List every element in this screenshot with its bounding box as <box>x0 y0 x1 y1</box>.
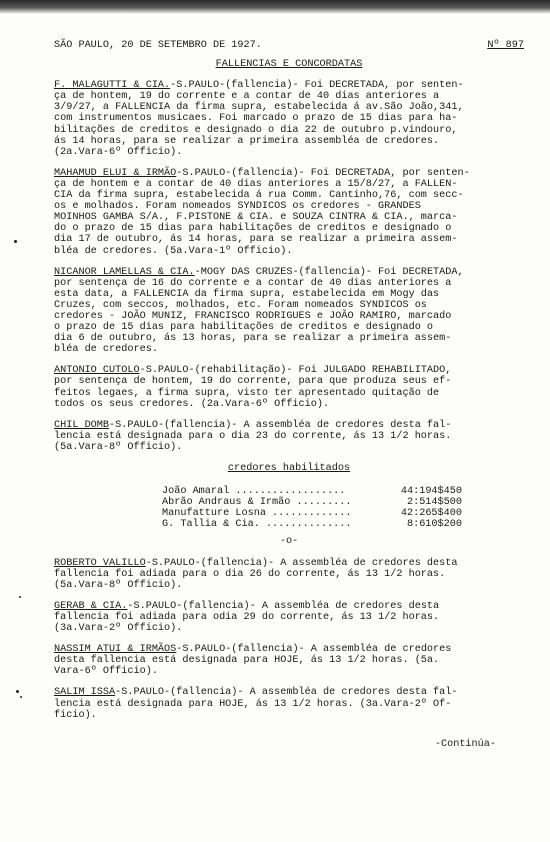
entry-name: GERAB & CIA. <box>54 600 128 612</box>
entry-line <box>54 687 524 698</box>
entry-line: Vara-6º Officio). <box>54 666 158 678</box>
entry-line: dia 6 de outubro, ás 13 horas, para se realizar a primeira assem- <box>54 333 452 345</box>
entry-line: fallencia foi adiada para odia 29 do corrente, ás 13 1/2 horas. <box>54 611 440 623</box>
entry-line <box>54 601 524 612</box>
entry-line: lencia está designada para HOJE, ás 13 1/2 horas. (3a.Vara-2º Of- <box>54 698 452 710</box>
creditor-name: Abrão Andraus & Irmão ......... <box>162 497 352 509</box>
entry-name: CHIL DOMB <box>54 419 110 431</box>
entry-name: ANTONIO CUTOLO <box>54 365 140 377</box>
entry <box>54 687 524 720</box>
entry-line: (5a.Vara-8º Officio). <box>54 579 183 591</box>
section-title: FALLENCIAS E CONCORDATAS <box>215 59 363 71</box>
scan-speck <box>20 696 22 698</box>
entry-text: -S.PAULO-(fallencia)- A assembléa de credores <box>176 644 452 656</box>
separator: -o- <box>279 536 299 548</box>
entry-line <box>54 80 524 91</box>
entries-list-after <box>54 558 524 721</box>
entry-name: SALIM ISSA <box>54 687 116 699</box>
entry <box>54 420 524 453</box>
entry-name: NASSIM ATUI & IRMÃOS <box>54 644 177 656</box>
entry-line <box>54 644 524 655</box>
document-page <box>54 40 524 750</box>
entry-line: credores - JOÃO MUNIZ, FRANCISCO RODRIGUES e JOÃO RAMIRO, marcado <box>54 310 452 322</box>
entry-line: ás 14 horas, para se realizar a primeira assembléa de credores. <box>54 135 440 147</box>
entry-text: -S.PAULO-(fallencia)- A assembléa de credores desta fal- <box>115 687 458 699</box>
scan-speck <box>16 690 19 693</box>
creditor-name: Manufatture Losna ............. <box>162 508 352 520</box>
creditors-title: credores habilitados <box>227 463 351 474</box>
continua-note: -Continúa- <box>434 738 496 750</box>
creditor-name: G. Tallia & Cia. .............. <box>162 519 352 531</box>
entry-line: lencia está designada para o dia 23 do corrente, ás 13 1/2 horas. <box>54 430 452 442</box>
entry-text: -S.PAULO-(fallencia)- Foi DECRETADA, por senten- <box>170 80 464 92</box>
bulletin-number: Nº 897 <box>487 40 524 51</box>
entry <box>54 558 524 591</box>
entry-line <box>54 420 524 431</box>
creditor-row <box>162 519 462 530</box>
entry-line: todos os seus credores. (2a.Vara-6º Officio). <box>54 398 330 410</box>
entry-line: bilitações de creditos e designado o dia 22 de outubro p.vindouro, <box>54 124 458 136</box>
creditor-row <box>162 486 462 497</box>
entry-text: -S.PAULO-(rehabilitação)- Foi JULGADO REHABILITADO, <box>139 365 452 377</box>
creditor-row <box>162 497 462 508</box>
entry-line <box>54 558 524 569</box>
entry-line <box>54 365 524 376</box>
entry-line: esta data, a FALLENCIA da firma supra, estabelecida em Mogy das <box>54 288 440 300</box>
entry-line: fallencia foi adiada para o dia 26 do corrente, ás 13 1/2 horas. <box>54 568 446 580</box>
document-header <box>54 40 524 51</box>
entry-line: ficio). <box>54 709 97 721</box>
entry <box>54 644 524 677</box>
entry-line: Cruzes, com seccos, molhados, etc. Foram nomeados SYNDICOS os <box>54 299 427 311</box>
entry-line: MOINHOS GAMBA S/A., F.PISTONE & CIA. e SOUZA CINTRA & CIA., marca- <box>54 212 458 224</box>
entry-line: (5a.Vara-8º Officio). <box>54 441 183 453</box>
entry <box>54 601 524 634</box>
entry-text: -S.PAULO-(fallencia)- A assembléa de credores desta <box>127 600 440 612</box>
dateline: SÃO PAULO, 20 DE SETEMBRO DE 1927. <box>54 40 262 51</box>
creditor-amount: 42:265$400 <box>400 508 462 520</box>
creditors-table <box>162 486 462 530</box>
entries-list <box>54 80 524 453</box>
entry-line: CIA da firma supra, estabelecida á rua Comm. Cantinho,76, com secc- <box>54 190 464 202</box>
entry-line: desta fallencia está designada para HOJE, ás 13 1/2 horas. (5a. <box>54 655 440 667</box>
scan-top-edge <box>0 0 550 14</box>
entry-line: dia 17 de outubro, ás 14 horas, para se realizar a primeira assem- <box>54 234 458 246</box>
entry-line: o prazo de 15 dias para habilitações de creditos e designado o <box>54 322 434 334</box>
entry-text: -MOGY DAS CRUZES-(fallencia)- Foi DECRETADA, <box>194 266 464 278</box>
entry-name: NICANOR LAMELLAS & CIA. <box>54 266 195 278</box>
entry-name: MAHAMUD ELUI & IRMÃO <box>54 167 177 179</box>
entry-line <box>54 267 524 278</box>
entry-line: do o prazo de 15 dias para habilitações de creditos e designado o <box>54 223 452 235</box>
entry-line: ça de hontem, 19 do corrente e a contar de 40 dias anteriores a <box>54 91 440 103</box>
entry-text: -S.PAULO-(fallencia)- A assembléa de credores desta <box>145 557 458 569</box>
entry-text: -S.PAULO-(fallencia)- Foi DECRETADA, por senten- <box>176 167 470 179</box>
entry-line <box>54 168 524 179</box>
creditor-amount: 2:514$500 <box>406 497 462 509</box>
entry-name: F. MALAGUTTI & CIA. <box>54 80 171 92</box>
entry-line: 3/9/27, a FALLENCIA da firma supra, estabelecida á av.São João,341, <box>54 102 464 114</box>
entry <box>54 365 524 409</box>
entry-line: ça de hontem e a contar de 40 dias anteriores a 15/8/27, a FALLEN- <box>54 178 458 190</box>
entry-name: ROBERTO VALILLO <box>54 557 146 569</box>
entry-line: (3a.Vara-2º Officio). <box>54 623 183 635</box>
creditor-row <box>162 508 462 519</box>
entry <box>54 80 524 158</box>
scan-speck <box>14 240 17 243</box>
entry <box>54 267 524 356</box>
entry-line: feitos legaes, a firma supra, visto ter apresentado quitação de <box>54 387 440 399</box>
creditor-amount: 44:194$450 <box>400 486 462 498</box>
entry-line: bléa de credores. (5a.Vara-1º Officio). <box>54 245 293 257</box>
entry-line: bléa de credores. <box>54 344 158 356</box>
creditor-amount: 8:610$200 <box>406 519 462 531</box>
entry-line: por sentença de hontem, 19 do corrente, para que produza seus ef- <box>54 376 452 388</box>
entry-line: (2a.Vara-6º Officio). <box>54 146 183 158</box>
scan-speck <box>19 596 21 598</box>
creditor-name: João Amaral .................. <box>162 486 346 498</box>
entry <box>54 168 524 257</box>
entry-text: -S.PAULO-(fallencia)- A assembléa de credores desta fal- <box>109 419 452 431</box>
entry-line: com instrumentos musicaes. Foi marcado o prazo de 15 dias para ha- <box>54 113 458 125</box>
entry-line: os e molhados. Foram nomeados SYNDICOS os credores - GRANDES <box>54 201 421 213</box>
entry-line: por sentença de 16 do corrente e a contar de 40 dias anteriores a <box>54 277 452 289</box>
